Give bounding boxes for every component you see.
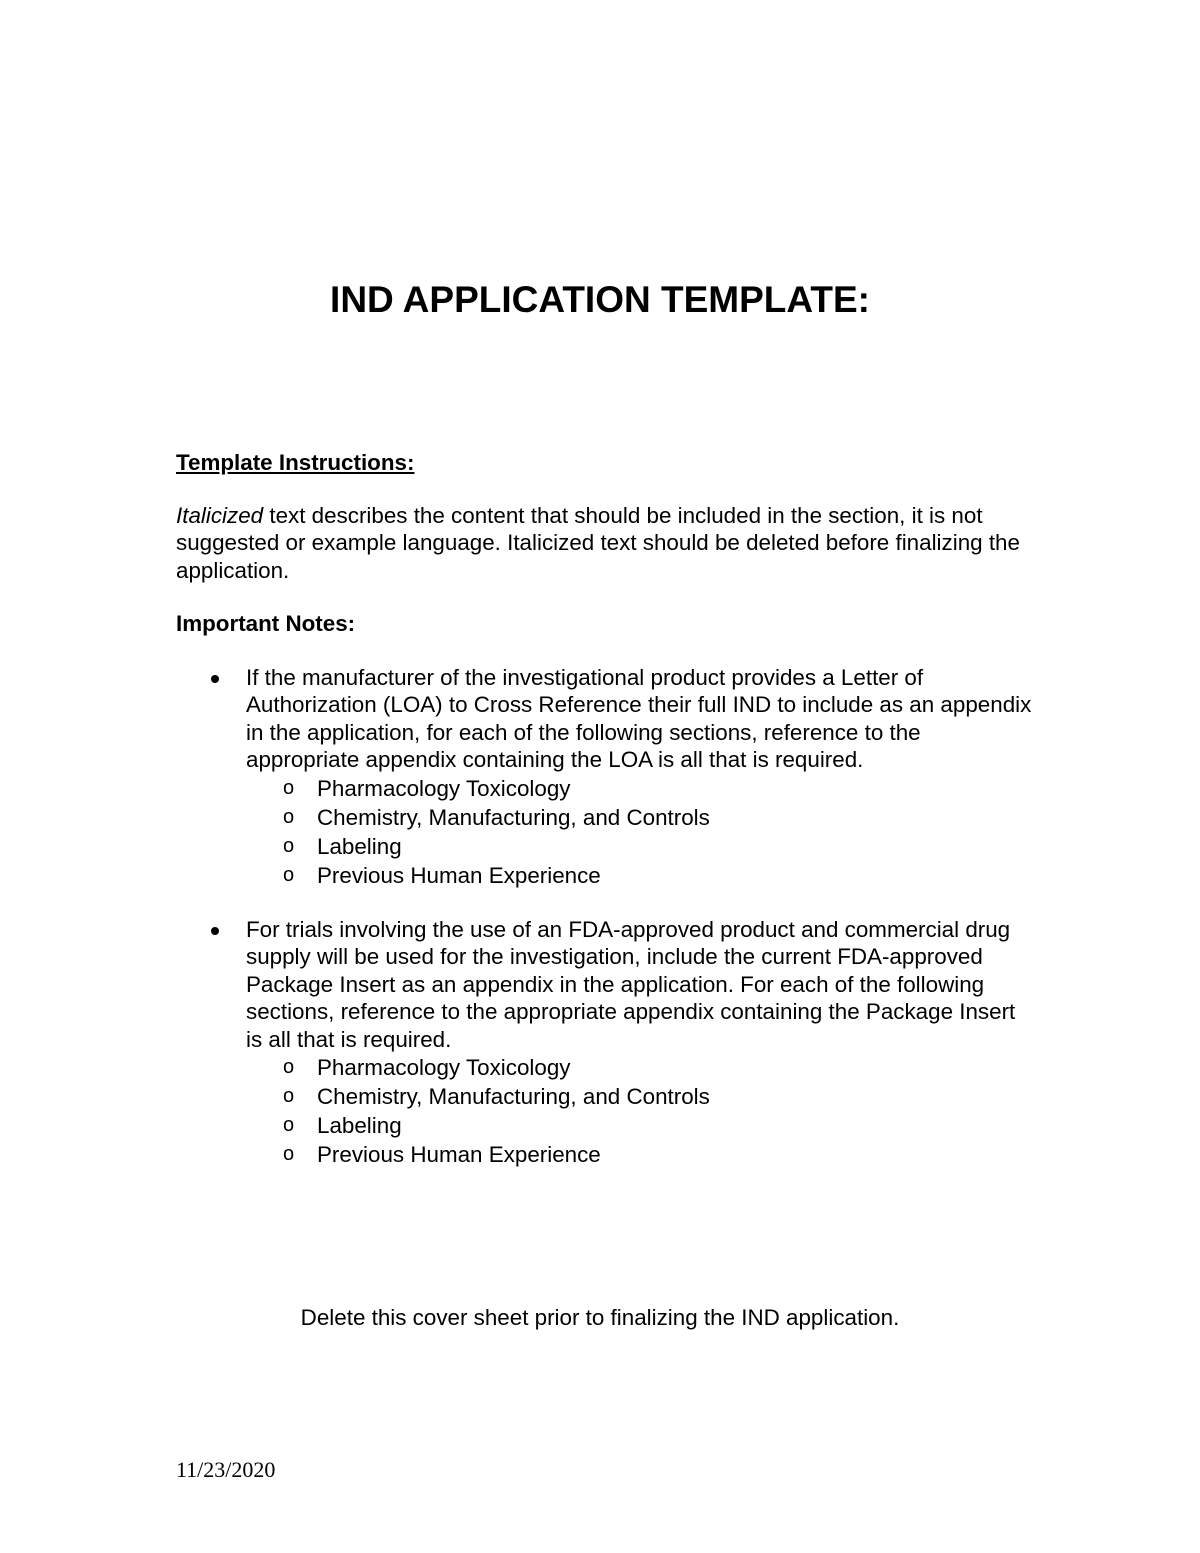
instructions-heading: Template Instructions: [176,450,415,475]
note-bullet-text: For trials involving the use of an FDA-approved product and commercial drug supply will be used for the investigation, include the current FDA-approved Package Insert as an appendix in the application. For each of the following sections, reference to the appropriate appendix containing the Package Insert is all that is required. [246,917,1016,1052]
sub-list-item [246,1111,1036,1140]
sub-list-item [246,861,1036,890]
sub-bullet-marker: o [283,805,295,828]
sub-list-item [246,1082,1036,1111]
sub-list-item-label: Pharmacology Toxicology [317,1055,571,1081]
cover-sheet-note: Delete this cover sheet prior to finalizing the IND application. [300,1305,900,1330]
sub-list-item-label: Labeling [317,1113,402,1139]
sub-list-item-label: Previous Human Experience [317,862,601,888]
instructions-paragraph [176,502,1036,584]
sub-list-item-label: Pharmacology Toxicology [317,775,571,801]
sub-bullet-marker: o [283,1143,295,1166]
sub-list-item-label: Labeling [317,833,402,859]
notes-heading: Important Notes: [176,611,356,636]
sub-list-item [246,1053,1036,1082]
sub-bullet-marker: o [283,1114,295,1137]
note-sub-list [246,1053,1036,1169]
note-bullet-2 [246,916,1036,1169]
instructions-italic-word: Italicized [176,503,264,528]
sub-list-item [246,832,1036,861]
sub-bullet-marker: o [283,1056,295,1079]
sub-list-item [246,1140,1036,1169]
instructions-text: text describes the content that should be included in the section, it is not suggested or example language. Italicized text should be deleted before finalizing the application. [176,503,1020,583]
sub-bullet-marker: o [283,834,295,857]
sub-bullet-marker: o [283,863,295,886]
sub-list-item [246,803,1036,832]
sub-list-item-label: Previous Human Experience [317,1142,601,1168]
document-date: 11/23/2020 [176,1457,276,1482]
note-sub-list [246,774,1036,890]
sub-list-item [246,774,1036,803]
sub-bullet-marker: o [283,1085,295,1108]
document-title: IND APPLICATION TEMPLATE: [330,279,870,320]
note-bullet-text: If the manufacturer of the investigational product provides a Letter of Authorization (LOA) to Cross Reference their full IND to include as an appendix in the application, for each of the following sections, reference to the appropriate appendix containing the LOA is all that is required. [246,665,1032,773]
bullet-dot-icon [211,927,219,935]
sub-bullet-marker: o [283,776,295,799]
bullet-dot-icon [211,675,219,683]
sub-list-item-label: Chemistry, Manufacturing, and Controls [317,804,710,830]
note-bullet-1 [246,664,1036,890]
sub-list-item-label: Chemistry, Manufacturing, and Controls [317,1084,710,1110]
